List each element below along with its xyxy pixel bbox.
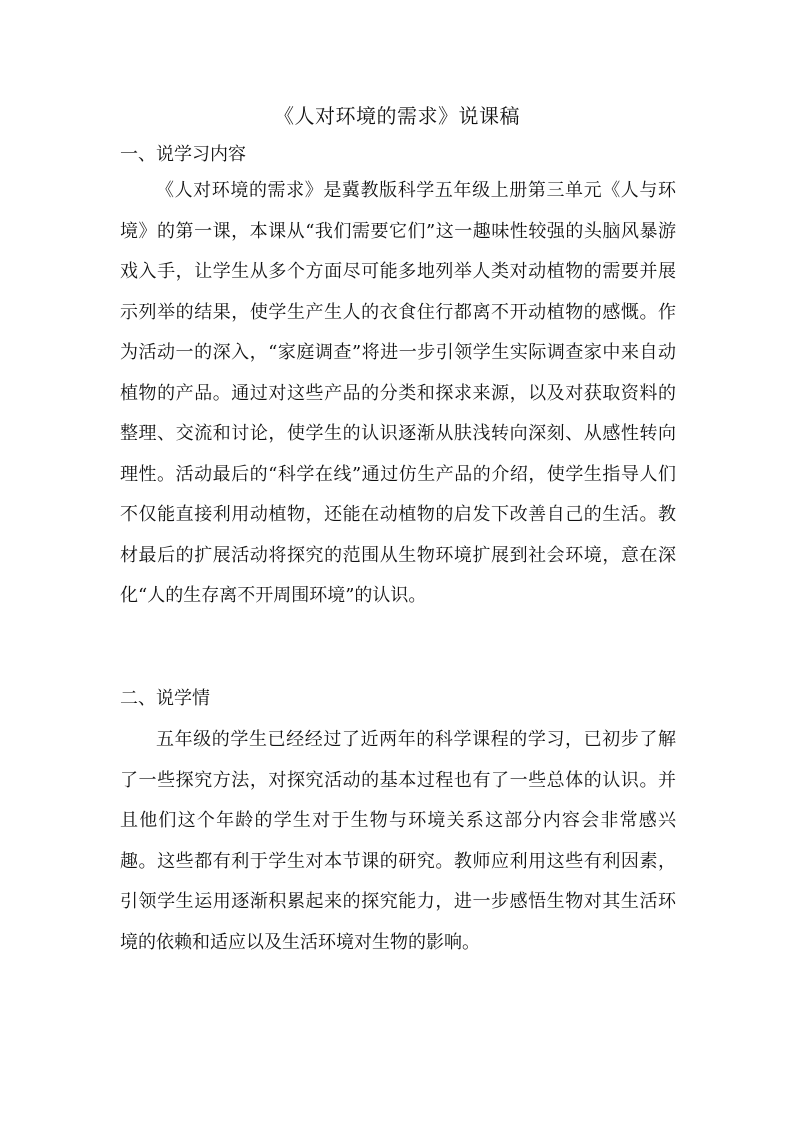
section-heading-learning-content: 一、说学习内容 [120, 144, 246, 165]
section-paragraph-student-analysis: 五年级的学生已经经过了近两年的科学课程的学习，已初步了解了一些探究方法，对探究活动的基本过程也有了一些总体的认识。并且他们这个年龄的学生对于生物与环境关系这部分内容会非常感兴趣。这些都有利于学生对本节课的研究。教师应利用这些有利因素，引领学生运用逐渐积累起来的探究能力，进一步感悟生物对其生活环境的依赖和适应以及生活环境对生物的影响。 [120, 729, 676, 953]
section-heading-student-analysis: 二、说学情 [120, 688, 210, 709]
document-title: 《人对环境的需求》说课稿 [274, 104, 520, 128]
section-paragraph-learning-content: 《人对环境的需求》是冀教版科学五年级上册第三单元《人与环境》的第一课，本课从“我们需要它们”这一趣味性较强的头脑风暴游戏入手，让学生从多个方面尽可能多地列举人类对动植物的需要并展示列举的结果，使学生产生人的衣食住行都离不开动植物的感慨。作为活动一的深入，“家庭调查”将进一步引领学生实际调查家中来自动植物的产品。通过对这些产品的分类和探求来源，以及对获取资料的整理、交流和讨论，使学生的认识逐渐从肤浅转向深刻、从感性转向理性。活动最后的“科学在线”通过仿生产品的介绍，使学生指导人们不仅能直接利用动植物，还能在动植物的启发下改善自己的生活。教材最后的扩展活动将探究的范围从生物环境扩展到社会环境，意在深化“人的生存离不开周围环境”的认识。 [120, 180, 676, 606]
